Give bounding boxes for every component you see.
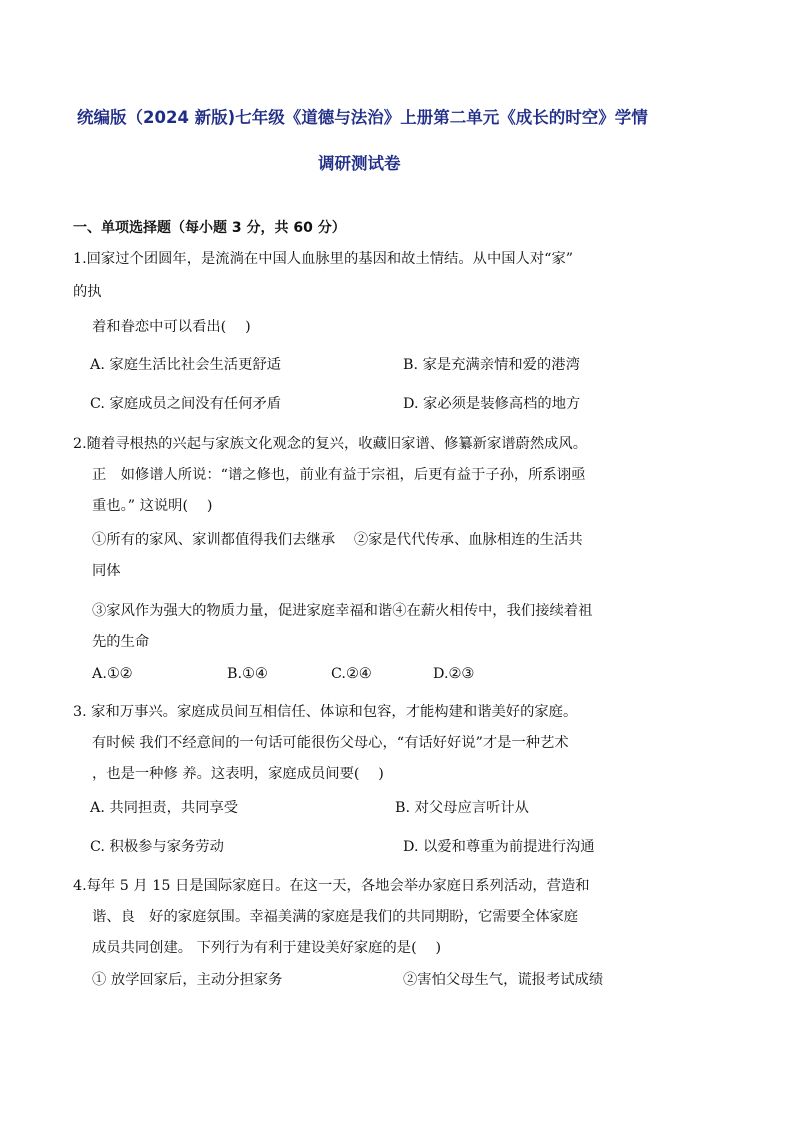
q4-stem-line-1: 4.每年 5 月 15 日是国际家庭日。在这一天，各地会举办家庭日系列活动，营造和 (73, 878, 590, 894)
q4-item-2: ②害怕父母生气，谎报考试成绩 (403, 972, 604, 988)
q1-stem-line-3: 着和眷恋中可以看出( ) (92, 319, 251, 335)
q2-items-1-2-line-1: ①所有的家风、家训都值得我们去继承 ②家是代代传承、血脉相连的生活共 (92, 532, 583, 548)
q3-stem-line-1: 3. 家和万事兴。家庭成员间互相信任、体谅和包容，才能构建和谐美好的家庭。 (73, 704, 578, 720)
q3-option-b: B. 对父母应言听计从 (395, 800, 529, 816)
q2-stem-line-3: 重也。” 这说明( ) (92, 498, 213, 514)
q1-stem-line-1: 1.回家过个团圆年，是流淌在中国人血脉里的基因和故土情结。从中国人对“家” (73, 251, 574, 267)
q2-items-3-4-line-1: ③家风作为强大的物质力量，促进家庭幸福和谐④在薪火相传中，我们接续着祖 (92, 603, 593, 619)
document-title-line-1: 统编版（2024 新版)七年级《道德与法治》上册第二单元《成长的时空》学情 (77, 108, 648, 127)
document-title-line-2: 调研测试卷 (318, 154, 401, 173)
q2-stem-line-1: 2.随着寻根热的兴起与家族文化观念的复兴，收藏旧家谱、修纂新家谱蔚然成风。 (73, 436, 588, 452)
section-heading: 一、单项选择题（每小题 3 分，共 60 分） (73, 220, 346, 236)
q1-option-a: A. 家庭生活比社会生活更舒适 (90, 357, 281, 373)
q4-stem-line-3: 成员共同创建。 下列行为有利于建设美好家庭的是( ) (92, 940, 442, 956)
q2-option-c: C.②④ (331, 666, 372, 682)
q3-option-a: A. 共同担责，共同享受 (90, 800, 239, 816)
q1-stem-line-2: 的执 (73, 284, 102, 300)
q1-option-d: D. 家必须是装修高档的地方 (403, 396, 581, 412)
q3-option-d: D. 以爱和尊重为前提进行沟通 (403, 839, 595, 855)
q3-option-c: C. 积极参与家务劳动 (90, 839, 224, 855)
q4-item-1: ① 放学回家后，主动分担家务 (92, 972, 283, 988)
q2-items-1-2-line-2: 同体 (92, 563, 121, 579)
q2-stem-line-2: 正 如修谱人所说：“谱之修也，前业有益于宗祖，后更有益于子孙，所系诩亟 (92, 467, 586, 483)
q1-option-b: B. 家是充满亲情和爱的港湾 (403, 357, 580, 373)
q2-option-a: A.①② (92, 666, 133, 682)
q1-option-c: C. 家庭成员之间没有任何矛盾 (90, 396, 282, 412)
q3-stem-line-3: ，也是一种修 养。这表明，家庭成员间要( ) (92, 766, 384, 782)
q2-option-d: D.②③ (433, 666, 475, 682)
q2-option-b: B.①④ (227, 666, 268, 682)
q2-items-3-4-line-2: 先的生命 (92, 634, 150, 650)
q3-stem-line-2: 有时候 我们不经意间的一句话可能很伤父母心，“有话好好说”才是一种艺术 (92, 735, 569, 751)
q4-stem-line-2: 谐、良 好的家庭氛围。幸福美满的家庭是我们的共同期盼，它需要全体家庭 (92, 909, 579, 925)
